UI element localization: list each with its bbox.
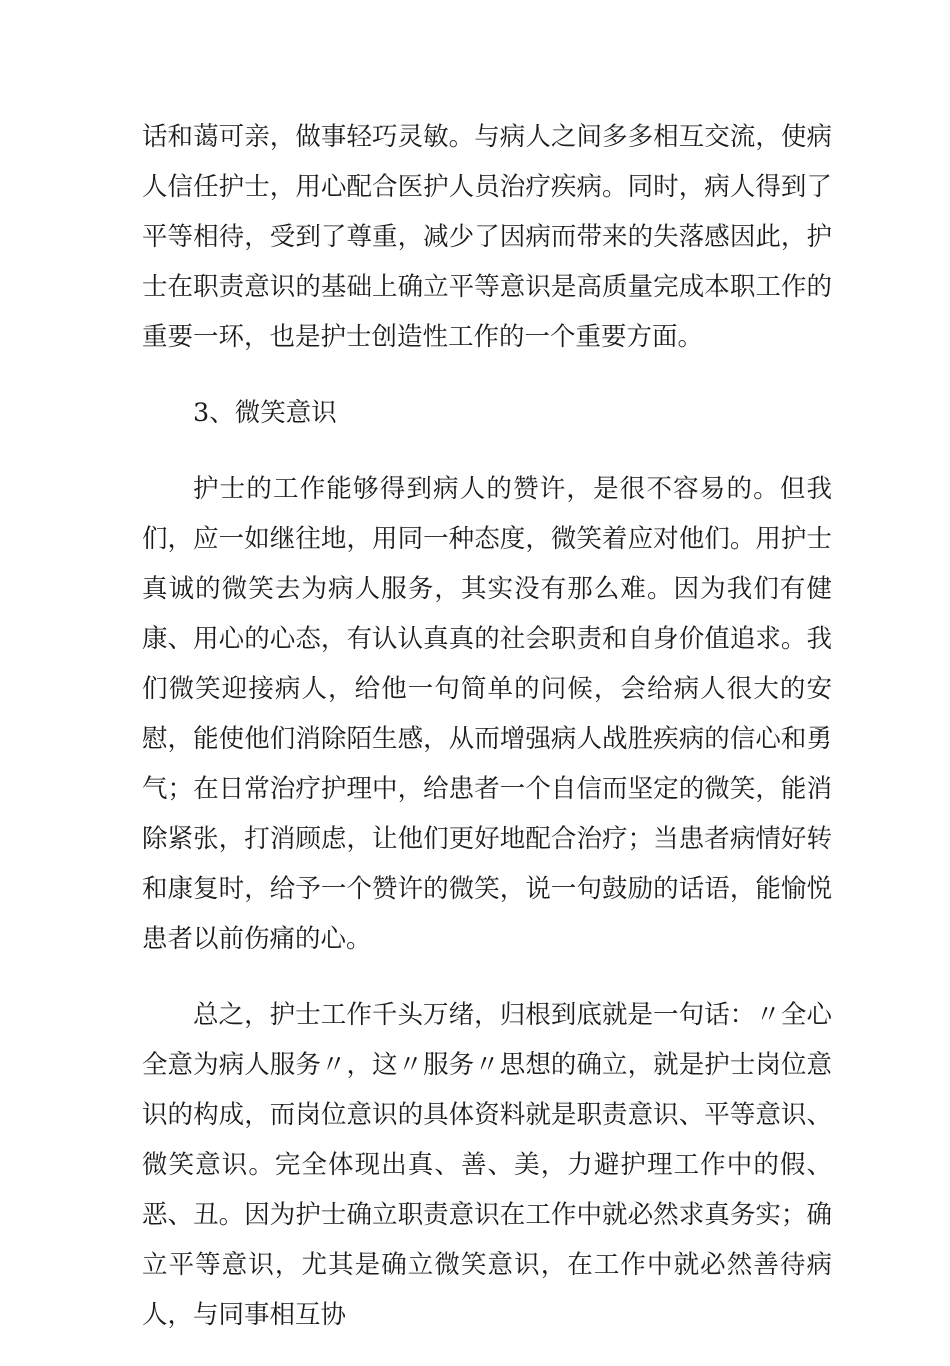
document-body (142, 112, 832, 1366)
paragraph-smile-awareness: 护士的工作能够得到病人的赞许，是很不容易的。但我们，应一如继往地，用同一种态度，微笑着应对他们。用护士真诚的微笑去为病人服务，其实没有那么难。因为我们有健康、用心的心态，有认认真真的社会职责和自身价值追求。我们微笑迎接病人，给他一句简单的问候，会给病人很大的安慰，能使他们消除陌生感，从而增强病人战胜疾病的信心和勇气；在日常治疗护理中，给患者一个自信而坚定的微笑，能消除紧张，打消顾虑，让他们更好地配合治疗；当患者病情好转和康复时，给予一个赞许的微笑，说一句鼓励的话语，能愉悦患者以前伤痛的心。 (142, 474, 832, 954)
paragraph-summary: 总之，护士工作千头万绪，归根到底就是一句话：〃全心全意为病人服务〃，这〃服务〃思想的确立，就是护士岗位意识的构成，而岗位意识的具体资料就是职责意识、平等意识、微笑意识。完全体现出真、善、美，力避护理工作中的假、恶、丑。因为护士确立职责意识在工作中就必然求真务实；确立平等意识，尤其是确立微笑意识，在工作中就必然善待病人，与同事相互协 (142, 1000, 832, 1330)
section-heading: 3、微笑意识 (193, 398, 337, 428)
paragraph-continuation: 话和蔼可亲，做事轻巧灵敏。与病人之间多多相互交流，使病人信任护士，用心配合医护人员治疗疾病。同时，病人得到了平等相待，受到了尊重，减少了因病而带来的失落感因此，护士在职责意识的基础上确立平等意识是高质量完成本职工作的重要一环，也是护士创造性工作的一个重要方面。 (142, 122, 832, 352)
